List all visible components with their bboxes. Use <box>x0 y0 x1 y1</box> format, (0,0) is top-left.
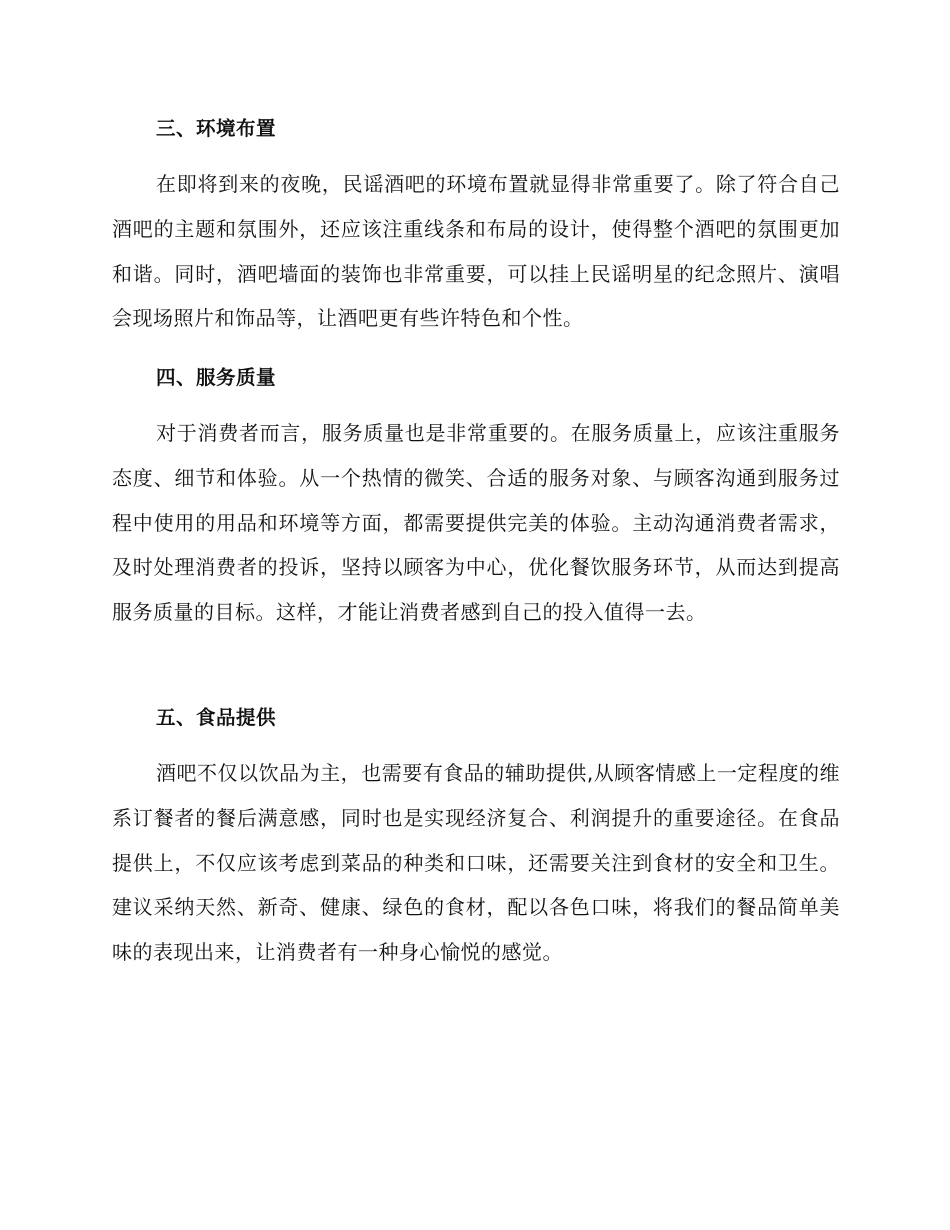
section-paragraph: 酒吧不仅以饮品为主，也需要有食品的辅助提供,从顾客情感上一定程度的维系订餐者的餐后满意感，同时也是实现经济复合、利润提升的重要途径。在食品提供上，不仅应该考虑到菜品的种类和口味，还需要关注到食材的安全和卫生。建议采纳天然、新奇、健康、绿色的食材，配以各色口味，将我们的餐品简单美味的表现出来，让消费者有一种身心愉悦的感觉。 <box>112 761 840 965</box>
section-heading: 四、服务质量 <box>156 366 277 389</box>
section-environment <box>112 116 840 341</box>
section-food-supply <box>112 705 840 975</box>
section-paragraph: 对于消费者而言，服务质量也是非常重要的。在服务质量上，应该注重服务态度、细节和体验。从一个热情的微笑、合适的服务对象、与顾客沟通到服务过程中使用的用品和环境等方面，都需要提供完美的体验。主动沟通消费者需求，及时处理消费者的投诉，坚持以顾客为中心，优化餐饮服务环节，从而达到提高服务质量的目标。这样，才能让消费者感到自己的投入值得一去。 <box>112 421 840 625</box>
section-heading: 三、环境布置 <box>156 117 277 140</box>
section-heading: 五、食品提供 <box>156 706 277 729</box>
section-service-quality <box>112 365 840 635</box>
section-paragraph: 在即将到来的夜晚，民谣酒吧的环境布置就显得非常重要了。除了符合自己酒吧的主题和氛围外，还应该注重线条和布局的设计，使得整个酒吧的氛围更加和谐。同时，酒吧墙面的装饰也非常重要，可以挂上民谣明星的纪念照片、演唱会现场照片和饰品等，让酒吧更有些许特色和个性。 <box>112 172 840 331</box>
